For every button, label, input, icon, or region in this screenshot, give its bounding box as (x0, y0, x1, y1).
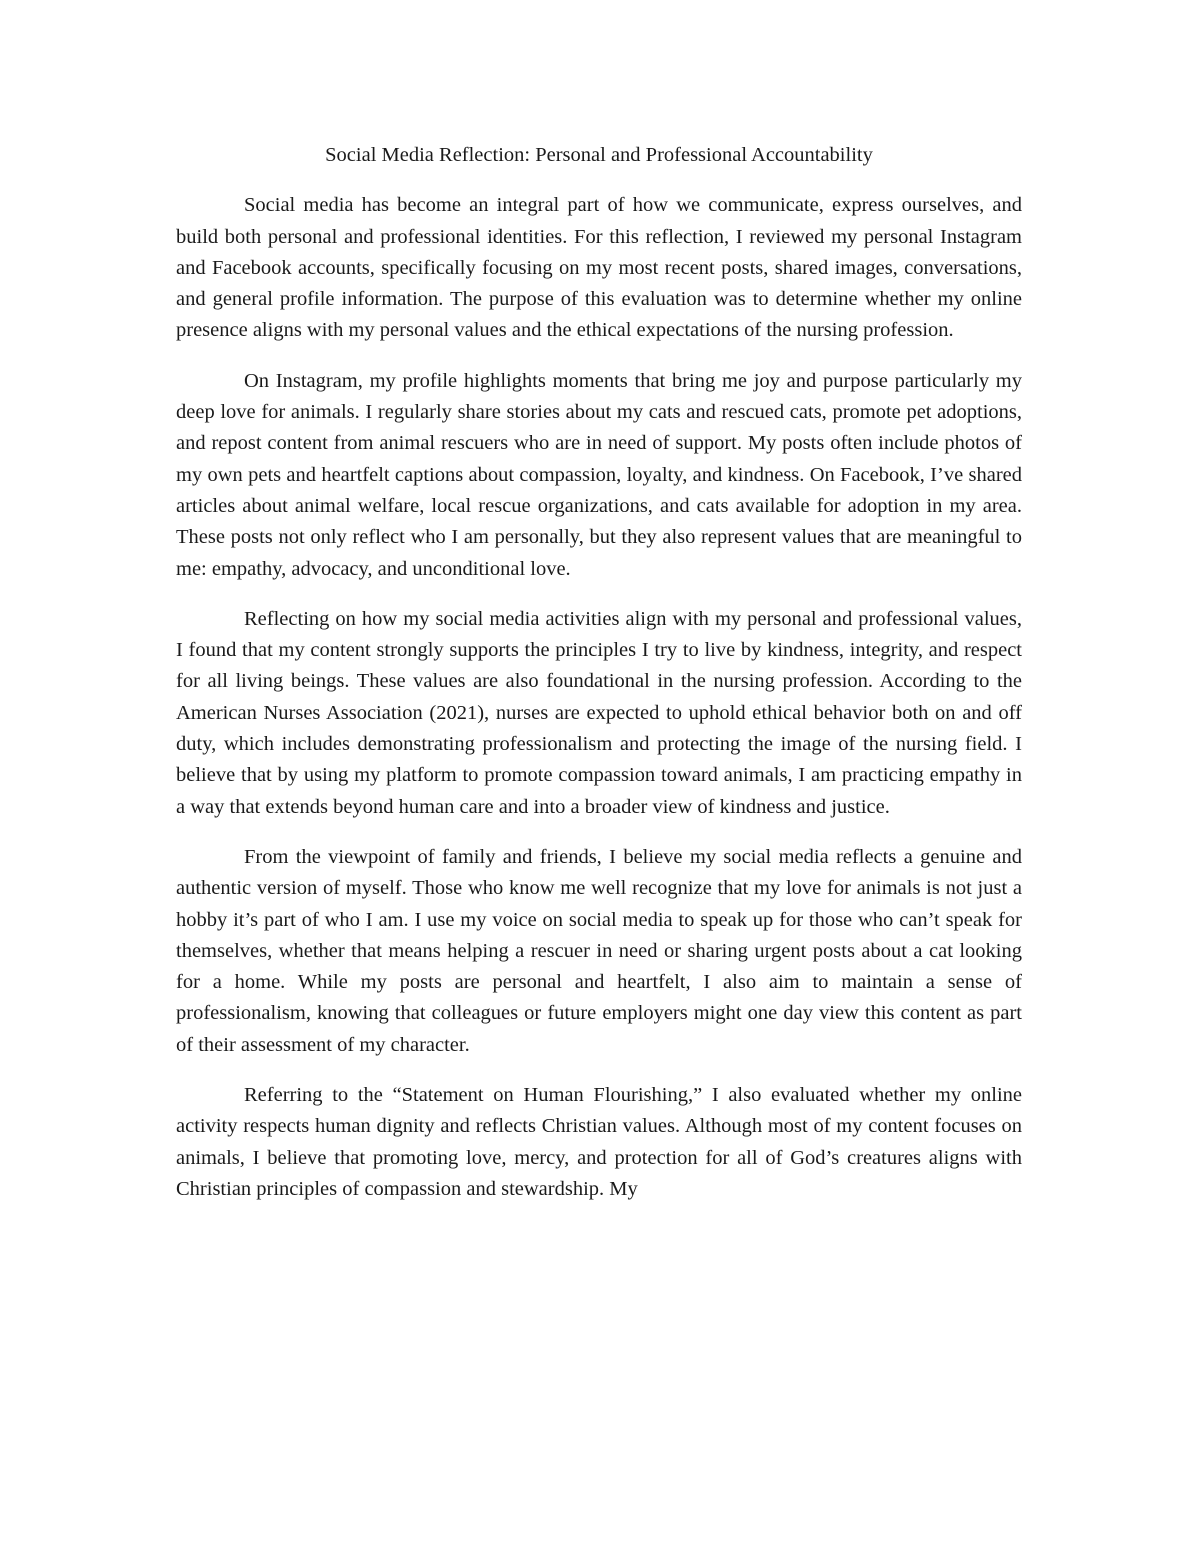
paragraph-intro: Social media has become an integral part of how we communicate, express ourselves, and build both personal and professional identities. For this reflection, I reviewed my personal Instagram and Facebook accounts, specifically focusing on my most recent posts, shared images, conversations, and general profile information. The purpose of this evaluation was to determine whether my online presence aligns with my personal values and the ethical expectations of the nursing profession. (176, 194, 1022, 342)
paragraph-instagram: On Instagram, my profile highlights moments that bring me joy and purpose particularly my deep love for animals. I regularly share stories about my cats and rescued cats, promote pet adoptions, and repost content from animal rescuers who are in need of support. My posts often include photos of my own pets and heartfelt captions about compassion, loyalty, and kindness. On Facebook, I’ve shared articles about animal welfare, local rescue organizations, and cats available for adoption in my area. These posts not only reflect who I am personally, but they also represent values that are meaningful to me: empathy, advocacy, and unconditional love. (176, 369, 1022, 580)
paragraph-values: Reflecting on how my social media activities align with my personal and professional values, I found that my content strongly supports the principles I try to live by kindness, integrity, and respect for all living beings. These values are also foundational in the nursing profession. According to the American Nurses Association (2021), nurses are expected to uphold ethical behavior both on and off duty, which includes demonstrating professionalism and protecting the image of the nursing field. I believe that by using my platform to promote compassion toward animals, I am practicing empathy in a way that extends beyond human care and into a broader view of kindness and justice. (176, 607, 1022, 818)
document-title: Social Media Reflection: Personal and Professional Accountability (325, 144, 873, 166)
document-body (176, 140, 1022, 1205)
paragraph-human-flourishing: Referring to the “Statement on Human Flourishing,” I also evaluated whether my online activity respects human dignity and reflects Christian values. Although most of my content focuses on animals, I believe that promoting love, mercy, and protection for all of God’s creatures aligns with Christian principles of compassion and stewardship. My (176, 1084, 1022, 1200)
paragraph-family-friends: From the viewpoint of family and friends, I believe my social media reflects a genuine and authentic version of myself. Those who know me well recognize that my love for animals is not just a hobby it’s part of who I am. I use my voice on social media to speak up for those who can’t speak for themselves, whether that means helping a rescuer in need or sharing urgent posts about a cat looking for a home. While my posts are personal and heartfelt, I also aim to maintain a sense of professionalism, knowing that colleagues or future employers might one day view this content as part of their assessment of my character. (176, 845, 1022, 1056)
